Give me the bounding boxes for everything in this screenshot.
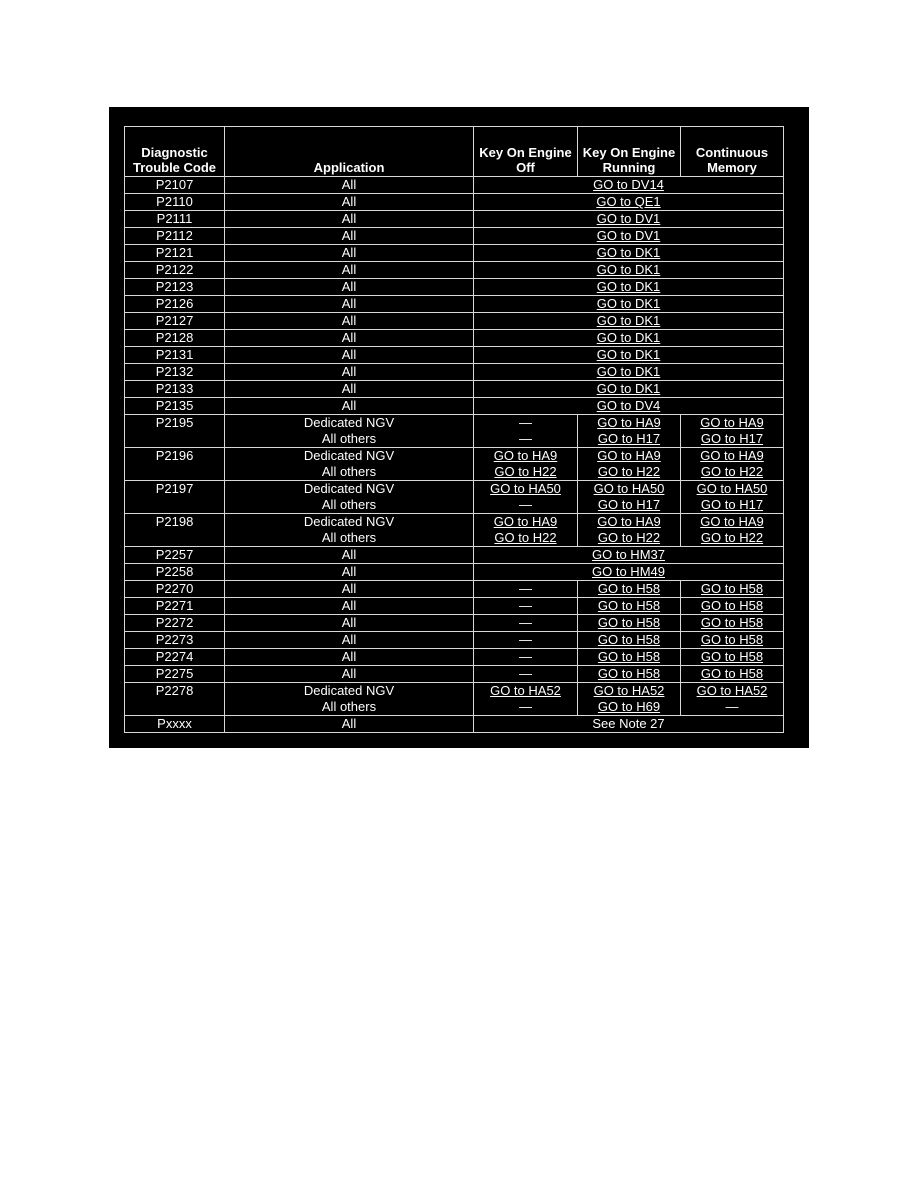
table-row — [125, 632, 784, 649]
koeo-cell — [474, 598, 578, 615]
test-link[interactable]: GO to HM49 — [592, 564, 665, 579]
test-link[interactable]: GO to DK1 — [596, 330, 661, 345]
header-application: Application — [225, 127, 474, 177]
merged-test-cell — [474, 398, 784, 415]
merged-test-cell — [474, 296, 784, 313]
application-value: All — [341, 262, 357, 277]
koeo-value: — — [519, 632, 532, 647]
trouble-code-cell: P2112 — [125, 228, 225, 245]
trouble-code-cell: P2196 — [125, 448, 225, 481]
trouble-code-cell: P2270 — [125, 581, 225, 598]
koer-cell — [578, 632, 681, 649]
application-value: All — [341, 398, 357, 413]
table-row — [125, 666, 784, 683]
cm-value[interactable]: GO to H58 — [700, 581, 764, 596]
header-diagnostic-trouble-code: Diagnostic Trouble Code — [125, 127, 225, 177]
application-cell — [225, 211, 474, 228]
cm-cell — [681, 581, 784, 598]
merged-test-cell — [474, 564, 784, 581]
application-cell — [225, 514, 474, 547]
application-value: All — [341, 330, 357, 345]
application-value: All others — [321, 497, 377, 512]
application-cell — [225, 245, 474, 262]
application-cell — [225, 296, 474, 313]
application-value: All — [341, 632, 357, 647]
cm-value[interactable]: GO to H58 — [700, 598, 764, 613]
trouble-code-cell: P2135 — [125, 398, 225, 415]
koeo-value: — — [519, 431, 532, 446]
application-cell — [225, 716, 474, 733]
cm-value[interactable]: GO to HA9 — [700, 514, 764, 529]
table-row — [125, 415, 784, 448]
application-cell — [225, 347, 474, 364]
cm-cell — [681, 649, 784, 666]
merged-test-cell — [474, 313, 784, 330]
koeo-value: — — [519, 415, 532, 430]
trouble-code-cell: P2197 — [125, 481, 225, 514]
trouble-code-cell: P2122 — [125, 262, 225, 279]
merged-test-cell — [474, 330, 784, 347]
table-row — [125, 194, 784, 211]
koeo-cell — [474, 481, 578, 514]
cm-value[interactable]: GO to HA50 — [696, 481, 768, 496]
table-row — [125, 228, 784, 245]
koer-cell — [578, 615, 681, 632]
koeo-cell — [474, 649, 578, 666]
cm-value[interactable]: GO to H58 — [700, 632, 764, 647]
koer-value[interactable]: GO to H69 — [597, 699, 661, 714]
application-value: All — [341, 177, 357, 192]
koeo-cell — [474, 683, 578, 716]
table-row — [125, 683, 784, 716]
table-row — [125, 211, 784, 228]
table-row — [125, 547, 784, 564]
merged-test-cell — [474, 194, 784, 211]
koeo-value[interactable]: GO to HA50 — [490, 481, 561, 496]
table-row — [125, 313, 784, 330]
cm-value[interactable]: GO to H17 — [700, 497, 764, 512]
trouble-code-cell: P2257 — [125, 547, 225, 564]
merged-test-cell — [474, 716, 784, 733]
dtc-table-body — [125, 177, 784, 733]
application-value: Dedicated NGV — [303, 448, 395, 463]
koeo-value[interactable]: GO to H22 — [494, 464, 557, 479]
koeo-value: — — [519, 615, 532, 630]
application-cell — [225, 649, 474, 666]
koer-value[interactable]: GO to HA9 — [597, 514, 661, 529]
cm-value[interactable]: GO to H22 — [700, 464, 764, 479]
test-link[interactable]: GO to HM37 — [592, 547, 665, 562]
test-link[interactable]: GO to DK1 — [596, 381, 661, 396]
test-link[interactable]: GO to DV4 — [596, 398, 661, 413]
application-value: All others — [321, 530, 377, 545]
application-cell — [225, 547, 474, 564]
cm-value: — — [725, 699, 739, 714]
koer-value[interactable]: GO to HA9 — [597, 448, 661, 463]
dtc-table — [124, 126, 784, 733]
application-value: Dedicated NGV — [303, 415, 395, 430]
table-row — [125, 381, 784, 398]
application-value: Dedicated NGV — [303, 683, 395, 698]
koer-value[interactable]: GO to H58 — [597, 581, 661, 596]
application-cell — [225, 194, 474, 211]
merged-test-cell — [474, 211, 784, 228]
koer-value[interactable]: GO to H58 — [597, 666, 661, 681]
koer-value[interactable]: GO to H17 — [597, 431, 661, 446]
table-row — [125, 262, 784, 279]
trouble-code-cell: P2128 — [125, 330, 225, 347]
application-value: All — [341, 547, 357, 562]
koer-value[interactable]: GO to HA52 — [593, 683, 665, 698]
table-row — [125, 398, 784, 415]
test-link[interactable]: GO to DK1 — [596, 296, 661, 311]
application-cell — [225, 415, 474, 448]
trouble-code-cell: P2271 — [125, 598, 225, 615]
koeo-value: — — [519, 497, 532, 512]
trouble-code-cell: P2126 — [125, 296, 225, 313]
koer-cell — [578, 481, 681, 514]
koer-value[interactable]: GO to H58 — [597, 632, 661, 647]
application-value: All — [341, 245, 357, 260]
table-row — [125, 279, 784, 296]
trouble-code-cell: P2195 — [125, 415, 225, 448]
application-cell — [225, 598, 474, 615]
trouble-code-cell: P2107 — [125, 177, 225, 194]
merged-test-cell — [474, 228, 784, 245]
application-value: All others — [321, 699, 377, 714]
table-row — [125, 716, 784, 733]
trouble-code-cell: P2132 — [125, 364, 225, 381]
koer-value[interactable]: GO to H58 — [597, 649, 661, 664]
koer-cell — [578, 514, 681, 547]
koeo-value[interactable]: GO to HA9 — [493, 448, 558, 463]
table-row — [125, 615, 784, 632]
header-continuous-memory: Continuous Memory — [681, 127, 784, 177]
application-cell — [225, 313, 474, 330]
test-link[interactable]: GO to DK1 — [596, 279, 661, 294]
table-row — [125, 481, 784, 514]
cm-value[interactable]: GO to H58 — [700, 649, 764, 664]
koer-value[interactable]: GO to H22 — [597, 530, 661, 545]
koeo-cell — [474, 666, 578, 683]
application-value: All — [341, 228, 357, 243]
trouble-code-cell: P2272 — [125, 615, 225, 632]
table-row — [125, 364, 784, 381]
application-cell — [225, 364, 474, 381]
cm-cell — [681, 415, 784, 448]
application-value: All — [341, 716, 357, 731]
merged-test-cell — [474, 279, 784, 296]
koer-value[interactable]: GO to HA9 — [597, 415, 661, 430]
koer-cell — [578, 666, 681, 683]
application-cell — [225, 581, 474, 598]
cm-cell — [681, 632, 784, 649]
koeo-cell — [474, 632, 578, 649]
table-row — [125, 598, 784, 615]
koeo-cell — [474, 581, 578, 598]
trouble-code-cell: P2111 — [125, 211, 225, 228]
trouble-code-cell: P2274 — [125, 649, 225, 666]
trouble-code-cell: P2131 — [125, 347, 225, 364]
koer-value[interactable]: GO to H58 — [597, 615, 661, 630]
application-value: All — [341, 211, 357, 226]
table-row — [125, 347, 784, 364]
application-value: All — [341, 564, 357, 579]
test-link[interactable]: GO to DK1 — [596, 364, 661, 379]
trouble-code-cell: P2275 — [125, 666, 225, 683]
dtc-table-panel — [109, 107, 809, 748]
koeo-value: — — [519, 581, 532, 596]
application-value: All others — [321, 464, 377, 479]
koeo-value: — — [519, 649, 532, 664]
koeo-value[interactable]: GO to HA52 — [490, 683, 561, 698]
koeo-cell — [474, 514, 578, 547]
table-row — [125, 296, 784, 313]
table-row — [125, 245, 784, 262]
cm-value[interactable]: GO to HA52 — [696, 683, 768, 698]
application-value: Dedicated NGV — [303, 481, 395, 496]
cm-cell — [681, 683, 784, 716]
application-value: All — [341, 364, 357, 379]
merged-test-cell — [474, 364, 784, 381]
table-row — [125, 564, 784, 581]
test-link[interactable]: GO to DV1 — [596, 228, 661, 243]
cm-cell — [681, 598, 784, 615]
cm-value[interactable]: GO to H58 — [700, 615, 764, 630]
cm-value[interactable]: GO to HA9 — [700, 448, 764, 463]
test-link[interactable]: GO to DK1 — [596, 347, 661, 362]
koer-cell — [578, 598, 681, 615]
trouble-code-cell: P2133 — [125, 381, 225, 398]
test-link[interactable]: GO to DV1 — [596, 211, 661, 226]
application-value: Dedicated NGV — [303, 514, 395, 529]
merged-test-cell — [474, 381, 784, 398]
application-cell — [225, 228, 474, 245]
koeo-value: — — [519, 699, 532, 714]
trouble-code-cell: P2273 — [125, 632, 225, 649]
koer-cell — [578, 683, 681, 716]
trouble-code-cell: P2110 — [125, 194, 225, 211]
table-row — [125, 581, 784, 598]
application-cell — [225, 683, 474, 716]
cm-value[interactable]: GO to H58 — [700, 666, 764, 681]
test-link[interactable]: GO to DK1 — [596, 245, 661, 260]
koeo-value: — — [519, 598, 532, 613]
merged-test-cell — [474, 347, 784, 364]
merged-test-cell — [474, 262, 784, 279]
header-key-on-engine-running: Key On Engine Running — [578, 127, 681, 177]
koeo-value[interactable]: GO to HA9 — [493, 514, 558, 529]
table-row — [125, 649, 784, 666]
application-value: All — [341, 313, 357, 328]
test-link[interactable]: GO to DV14 — [593, 177, 664, 192]
application-cell — [225, 481, 474, 514]
table-row — [125, 514, 784, 547]
koeo-value[interactable]: GO to H22 — [494, 530, 557, 545]
koer-cell — [578, 415, 681, 448]
application-value: All — [341, 347, 357, 362]
merged-test-cell — [474, 245, 784, 262]
application-cell — [225, 177, 474, 194]
application-cell — [225, 448, 474, 481]
koeo-cell — [474, 615, 578, 632]
trouble-code-cell: Pxxxx — [125, 716, 225, 733]
application-value: All — [341, 615, 357, 630]
application-cell — [225, 330, 474, 347]
cm-value[interactable]: GO to H22 — [700, 530, 764, 545]
koeo-value: — — [519, 666, 532, 681]
cm-cell — [681, 666, 784, 683]
cm-cell — [681, 481, 784, 514]
application-value: All — [341, 598, 357, 613]
merged-test-cell — [474, 547, 784, 564]
cm-cell — [681, 615, 784, 632]
application-cell — [225, 632, 474, 649]
application-value: All — [341, 649, 357, 664]
koer-cell — [578, 581, 681, 598]
trouble-code-cell: P2198 — [125, 514, 225, 547]
trouble-code-cell: P2121 — [125, 245, 225, 262]
cm-cell — [681, 448, 784, 481]
koer-cell — [578, 649, 681, 666]
cm-cell — [681, 514, 784, 547]
application-value: All — [341, 194, 357, 209]
koer-value[interactable]: GO to H17 — [597, 497, 661, 512]
trouble-code-cell: P2258 — [125, 564, 225, 581]
table-row — [125, 177, 784, 194]
trouble-code-cell: P2278 — [125, 683, 225, 716]
application-cell — [225, 398, 474, 415]
koer-cell — [578, 448, 681, 481]
application-cell — [225, 279, 474, 296]
cm-value[interactable]: GO to H17 — [700, 431, 764, 446]
application-cell — [225, 615, 474, 632]
application-value: All — [341, 279, 357, 294]
koer-value[interactable]: GO to H22 — [597, 464, 661, 479]
application-cell — [225, 666, 474, 683]
header-key-on-engine-off: Key On Engine Off — [474, 127, 578, 177]
application-value: All — [341, 581, 357, 596]
koer-value[interactable]: GO to H58 — [597, 598, 661, 613]
test-link: See Note 27 — [592, 716, 665, 731]
application-value: All — [341, 666, 357, 681]
header-row — [125, 127, 784, 177]
test-link[interactable]: GO to QE1 — [596, 194, 661, 209]
koer-value[interactable]: GO to HA50 — [593, 481, 665, 496]
koeo-cell — [474, 448, 578, 481]
application-cell — [225, 381, 474, 398]
trouble-code-cell: P2127 — [125, 313, 225, 330]
trouble-code-cell: P2123 — [125, 279, 225, 296]
table-row — [125, 448, 784, 481]
merged-test-cell — [474, 177, 784, 194]
test-link[interactable]: GO to DK1 — [596, 313, 661, 328]
application-value: All — [341, 296, 357, 311]
application-cell — [225, 262, 474, 279]
cm-value[interactable]: GO to HA9 — [700, 415, 764, 430]
test-link[interactable]: GO to DK1 — [596, 262, 661, 277]
koeo-cell — [474, 415, 578, 448]
table-row — [125, 330, 784, 347]
application-cell — [225, 564, 474, 581]
application-value: All others — [321, 431, 377, 446]
application-value: All — [341, 381, 357, 396]
